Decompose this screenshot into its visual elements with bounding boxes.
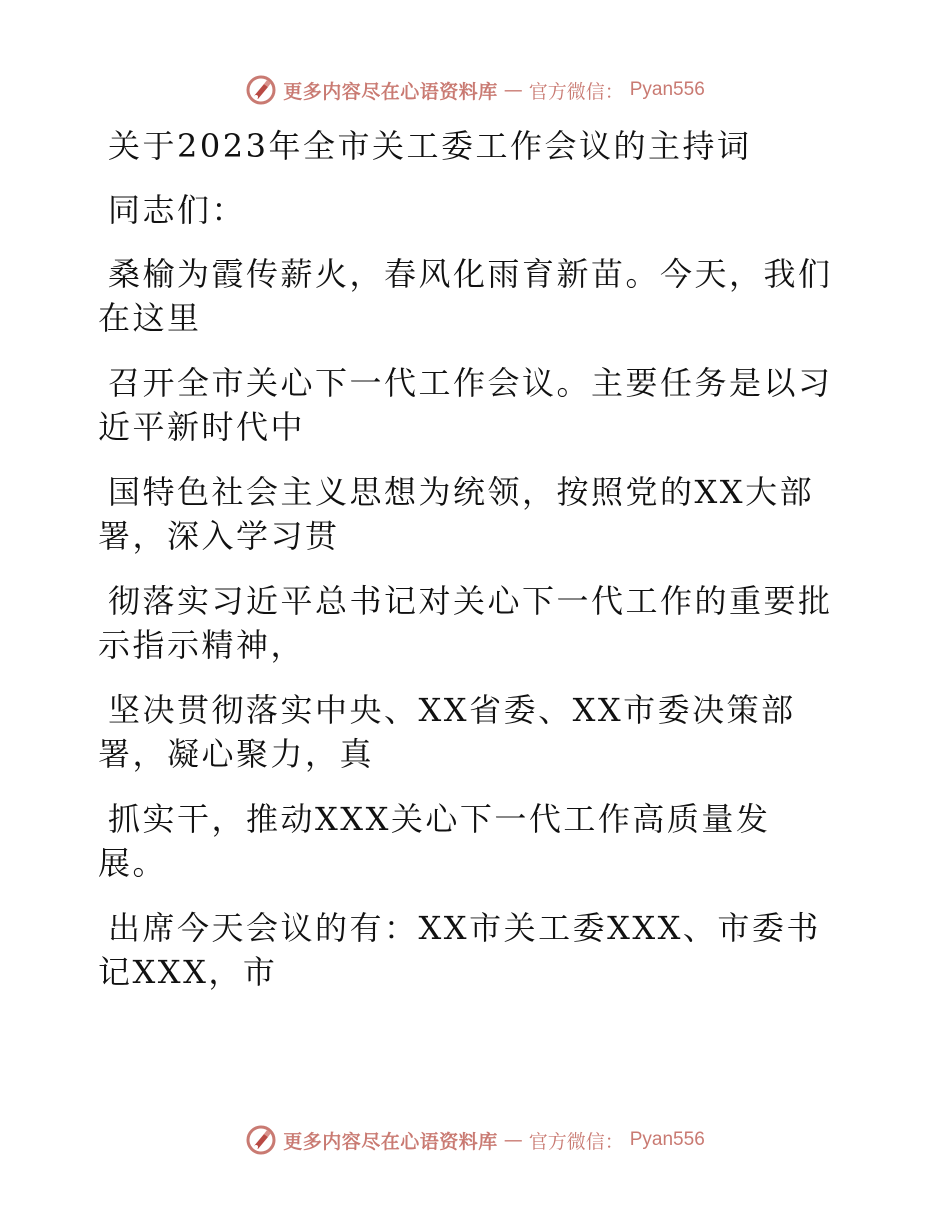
document-greeting: 同志们：: [108, 191, 247, 229]
paragraph-6: 抓实干，推动XXX关心下一代工作高质量发展。: [98, 800, 771, 882]
paragraph-7: 出席今天会议的有：XX市关工委XXX、市委书记XXX，市: [98, 909, 821, 991]
pen-nib-logo-icon: [245, 74, 277, 106]
document-body: [98, 124, 838, 1015]
paragraph-5: 坚决贯彻落实中央、XX省委、XX市委决策部署，凝心聚力，真: [98, 691, 796, 773]
footer-wechat-label: 官方微信：: [528, 1130, 624, 1153]
paragraph-2: 召开全市关心下一代工作会议。主要任务是以习近平新时代中: [98, 364, 833, 446]
header-wechat-id: Pyan556: [629, 79, 705, 100]
header-site-text: 更多内容尽在心语资料库: [283, 80, 498, 103]
footer-separator: —: [503, 1129, 523, 1151]
paragraph-3: 国特色社会主义思想为统领，按照党的XX大部署，深入学习贯: [98, 473, 815, 555]
header-wechat-label: 官方微信：: [528, 80, 624, 103]
pen-nib-logo-icon: [245, 1124, 277, 1156]
paragraph-1: 桑榆为霞传薪火，春风化雨育新苗。今天，我们在这里: [98, 255, 833, 337]
footer-watermark: [0, 1120, 950, 1160]
paragraph-4: 彻落实习近平总书记对关心下一代工作的重要批示指示精神，: [98, 582, 833, 664]
footer-site-text: 更多内容尽在心语资料库: [283, 1130, 498, 1153]
footer-wechat-id: Pyan556: [629, 1129, 705, 1150]
document-title: 关于2023年全市关工委工作会议的主持词: [108, 127, 752, 165]
header-separator: —: [503, 79, 523, 101]
header-watermark: [0, 70, 950, 110]
